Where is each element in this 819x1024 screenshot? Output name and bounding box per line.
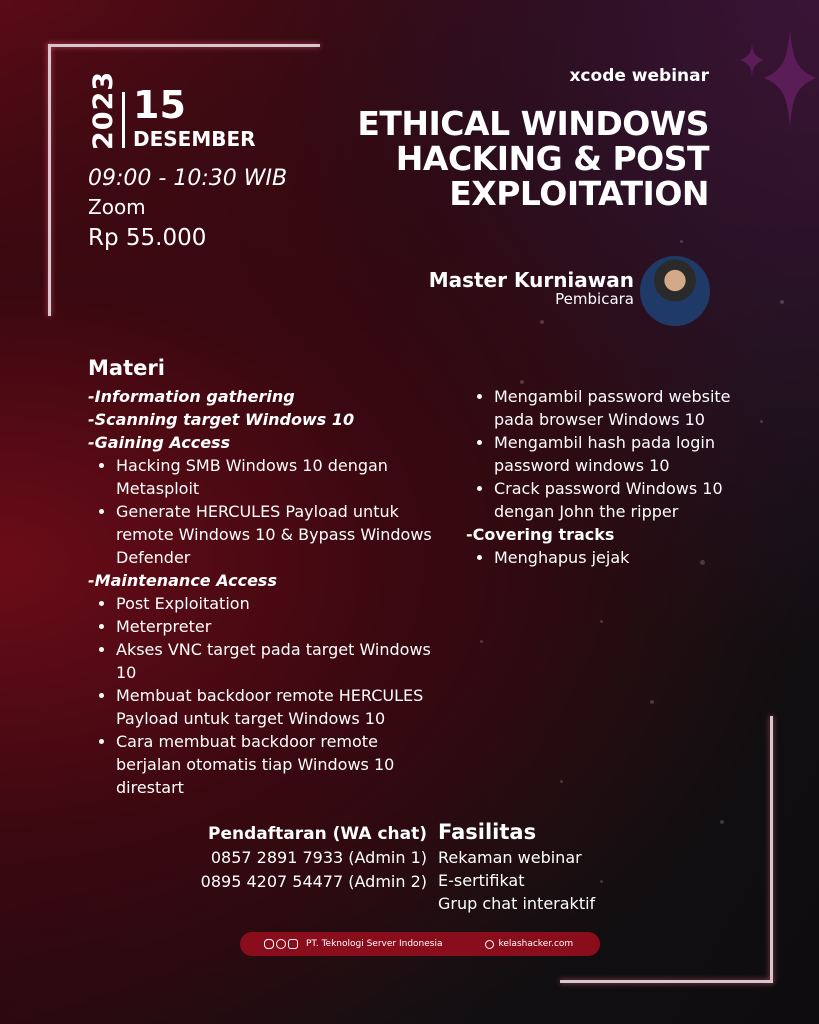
registration-heading: Pendaftaran (WA chat) xyxy=(208,824,427,844)
linkedin-icon[interactable] xyxy=(288,939,298,949)
date-divider xyxy=(122,92,125,148)
facility-item: Rekaman webinar xyxy=(438,848,582,867)
right-list xyxy=(466,385,766,523)
list-item: • Generate HERCULES Payload untuk remote Windows 10 & Bypass Windows Defender xyxy=(116,500,448,569)
maintenance-access-list xyxy=(88,592,448,799)
event-time: 09:00 - 10:30 WIB xyxy=(88,166,288,191)
event-day: 15 xyxy=(133,83,186,127)
youtube-icon[interactable] xyxy=(276,939,286,949)
facilities-block xyxy=(438,818,595,915)
speaker-block xyxy=(429,268,634,308)
contact-admin-2: 0895 4207 54477 (Admin 2) xyxy=(200,872,427,891)
event-year: 2023 xyxy=(88,70,119,150)
list-item: • Post Exploitation xyxy=(116,592,448,615)
globe-icon xyxy=(485,940,494,949)
website-link[interactable] xyxy=(485,939,574,949)
social-icons xyxy=(264,939,298,949)
materi-left-column xyxy=(88,385,448,799)
list-item: • Crack password Windows 10 dengan John the ripper xyxy=(494,477,766,523)
section-maintenance-access: -Maintenance Access xyxy=(88,571,277,590)
speaker-name: Master Kurniawan xyxy=(428,268,634,292)
section-covering-tracks: -Covering tracks xyxy=(466,525,615,544)
webinar-title: ETHICAL WINDOWS HACKING & POST EXPLOITATION xyxy=(357,104,709,213)
footer-bar xyxy=(240,932,600,956)
frame-right-line xyxy=(770,716,773,982)
frame-left-line xyxy=(48,44,51,316)
list-item: • Hacking SMB Windows 10 dengan Metasploit xyxy=(116,454,448,500)
event-platform: Zoom xyxy=(88,195,146,219)
facility-item: Grup chat interaktif xyxy=(438,894,596,913)
company-name: PT. Teknologi Server Indonesia xyxy=(306,939,443,949)
list-item: • Menghapus jejak xyxy=(494,546,766,569)
gaining-access-list xyxy=(88,454,448,569)
speaker-avatar xyxy=(640,256,710,326)
covering-tracks-list xyxy=(466,546,766,569)
website-label: kelashacker.com xyxy=(498,939,574,949)
section-gaining-access: -Gaining Access xyxy=(88,433,231,452)
facilities-heading: Fasilitas xyxy=(438,820,537,844)
materi-right-column xyxy=(466,385,766,569)
list-item: • Mengambil password website pada browser Windows 10 xyxy=(494,385,766,431)
facility-item: E-sertifikat xyxy=(438,871,525,890)
section-info-gathering: -Information gathering xyxy=(88,387,295,406)
event-price: Rp 55.000 xyxy=(88,225,207,251)
list-item: • Akses VNC target pada target Windows 10 xyxy=(116,638,448,684)
registration-block xyxy=(201,822,427,894)
instagram-icon[interactable] xyxy=(264,939,274,949)
contact-admin-1: 0857 2891 7933 (Admin 1) xyxy=(210,848,427,867)
section-scanning: -Scanning target Windows 10 xyxy=(88,410,355,429)
list-item: • Meterpreter xyxy=(116,615,448,638)
event-month: DESEMBER xyxy=(133,127,256,151)
speaker-role: Pembicara xyxy=(555,290,634,308)
frame-top-line xyxy=(48,44,320,47)
list-item: • Membuat backdoor remote HERCULES Payload untuk target Windows 10 xyxy=(116,684,448,730)
list-item: • Mengambil hash pada login password windows 10 xyxy=(494,431,766,477)
frame-bottom-line xyxy=(560,980,773,983)
materi-heading: Materi xyxy=(88,356,165,380)
list-item: • Cara membuat backdoor remote berjalan otomatis tiap Windows 10 direstart xyxy=(116,730,448,799)
brand-label: xcode webinar xyxy=(569,66,709,86)
sparkle-icon xyxy=(738,22,818,134)
